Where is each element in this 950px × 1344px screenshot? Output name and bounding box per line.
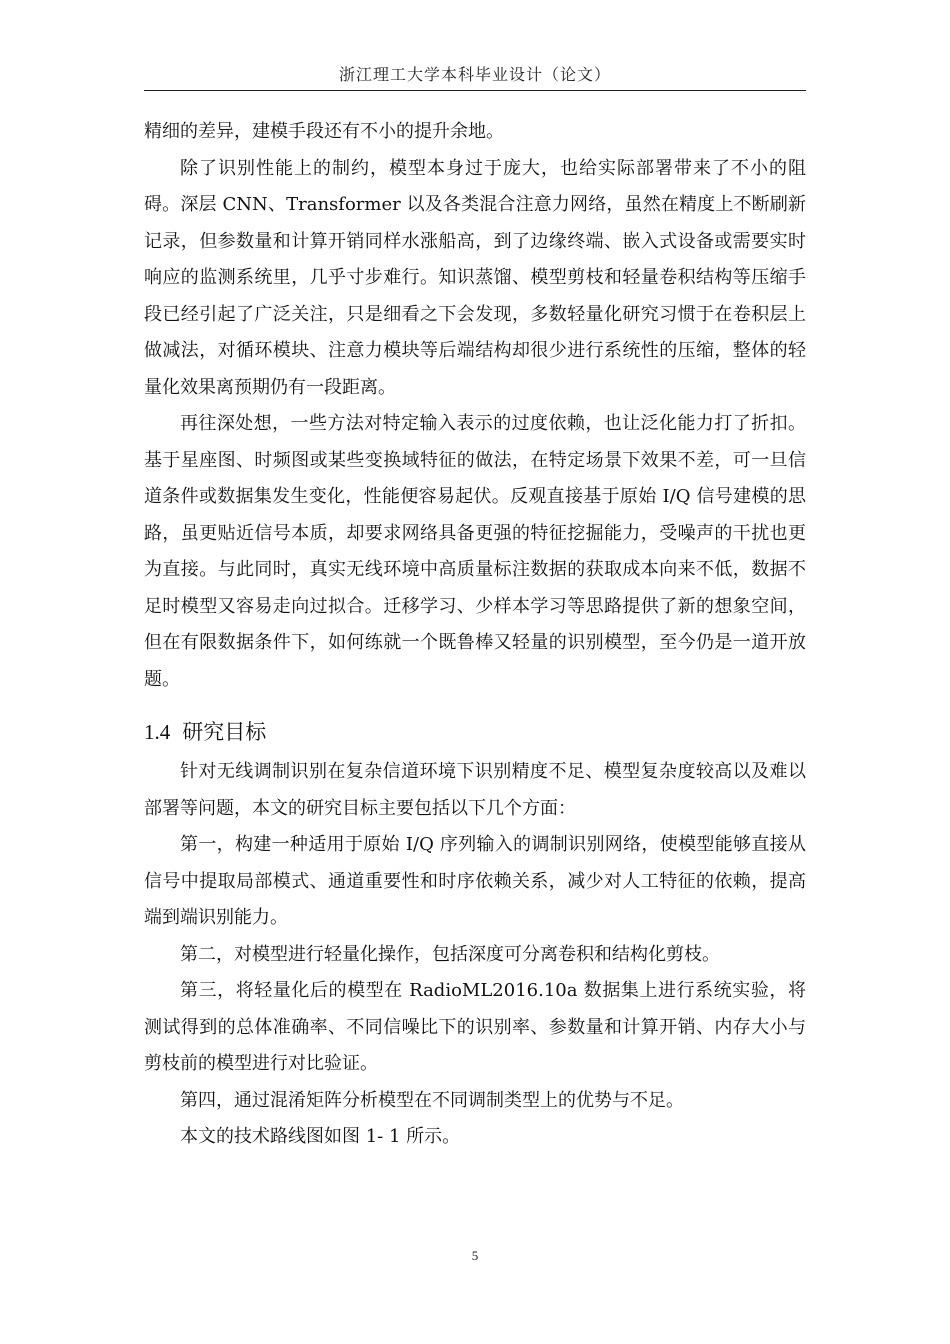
- section-title-text: 研究目标: [182, 720, 267, 744]
- running-header: 浙江理工大学本科毕业设计（论文）: [338, 65, 611, 84]
- section-number: 1.4: [144, 720, 171, 744]
- paragraph-goal-2: 第二，对模型进行轻量化操作，包括深度可分离卷积和结构化剪枝。: [180, 943, 720, 965]
- paragraph-goal-4: 第四，通过混淆矩阵分析模型在不同调制类型上的优势与不足。: [180, 1089, 684, 1111]
- paragraph-continued: 精细的差异，建模手段还有不小的提升余地。: [144, 121, 504, 142]
- header-rule: [144, 90, 806, 91]
- paragraph-goal-3: 第三，将轻量化后的模型在 RadioML2016.10a 数据集上进行系统实验，将测试得到的总体准确率、不同信噪比下的识别率、参数量和计算开销、内存大小与剪枝前的模型进行对比验证。: [144, 980, 806, 1074]
- paragraph-goal-intro: 针对无线调制识别在复杂信道环境下识别精度不足、模型复杂度较高以及难以部署等问题，本文的研究目标主要包括以下几个方面：: [144, 761, 806, 819]
- body-text: [144, 114, 806, 1156]
- section-heading: [144, 716, 806, 748]
- paragraph-roadmap-ref: 本文的技术路线图如图 1- 1 所示。: [180, 1126, 461, 1147]
- paragraph-goal-1: 第一，构建一种适用于原始 I/Q 序列输入的调制识别网络，使模型能够直接从信号中提取局部模式、通道重要性和时序依赖关系，减少对人工特征的依赖，提高端到端识别能力。: [144, 834, 806, 928]
- paragraph-generalization: 再往深处想，一些方法对特定输入表示的过度依赖，也让泛化能力打了折扣。基于星座图、时频图或某些变换域特征的做法，在特定场景下效果不差，可一旦信道条件或数据集发生变化，性能便容易起伏。反观直接基于原始 I/Q 信号建模的思路，虽更贴近信号本质，却要求网络具备更强的特征挖掘能力，受噪声的干扰也更为直接。与此同时，真实无线环境中高质量标注数据的获取成本向来不低，数据不足时模型又容易走向过拟合。迁移学习、少样本学习等思路提供了新的想象空间，但在有限数据条件下，如何练就一个既鲁棒又轻量的识别模型，至今仍是一道开放题。: [144, 413, 806, 690]
- page-number: 5: [471, 1248, 479, 1263]
- paragraph-deployment: 除了识别性能上的制约，模型本身过于庞大，也给实际部署带来了不小的阻碍。深层 CNN、Transformer 以及各类混合注意力网络，虽然在精度上不断刷新记录，但参数量和计算开销同样水涨船高，到了边缘终端、嵌入式设备或需要实时响应的监测系统里，几乎寸步难行。知识蒸馏、模型剪枝和轻量卷积结构等压缩手段已经引起了广泛关注，只是细看之下会发现，多数轻量化研究习惯于在卷积层上做减法，对循环模块、注意力模块等后端结构却很少进行系统性的压缩，整体的轻量化效果离预期仍有一段距离。: [144, 157, 806, 398]
